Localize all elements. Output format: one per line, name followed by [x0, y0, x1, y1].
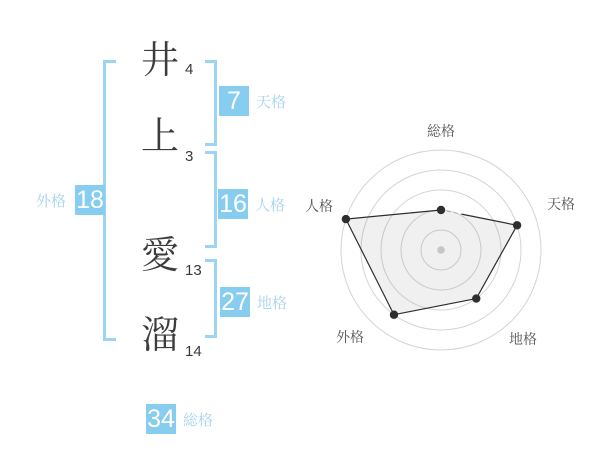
chikaku-label: 地格 — [257, 294, 288, 312]
soukaku-label: 総格 — [183, 411, 214, 429]
gaikaku-value-badge: 18 — [76, 186, 104, 214]
radar-axis-label: 総格 — [427, 123, 455, 139]
given-char-1-strokes: 13 — [185, 262, 202, 279]
given-char-2: 溜 — [140, 315, 179, 357]
tenkaku-label: 天格 — [256, 93, 287, 111]
gaikaku-label: 外格 — [36, 192, 67, 210]
jinkaku-value-badge: 16 — [219, 190, 247, 218]
soukaku-value-badge: 34 — [147, 405, 175, 433]
tenkaku-value-badge: 7 — [219, 86, 249, 116]
radar-center-dot — [437, 246, 445, 254]
radar-polygon-fill — [346, 210, 517, 315]
chikaku-value-badge: 27 — [221, 288, 249, 316]
given-char-1: 愛 — [140, 235, 179, 277]
surname-char-1: 井 — [140, 40, 179, 82]
radar-data-point — [472, 294, 480, 302]
surname-char-2: 上 — [140, 116, 179, 158]
radar-axis-label: 天格 — [547, 196, 575, 212]
radar-data-point — [513, 221, 521, 229]
radar-axis-label: 人格 — [305, 198, 333, 214]
radar-axis-label: 外格 — [336, 329, 364, 345]
radar-data-point — [342, 215, 350, 223]
radar-data-point — [437, 206, 445, 214]
given-char-2-strokes: 14 — [185, 343, 202, 360]
radar-data-point — [390, 311, 398, 319]
surname-char-2-strokes: 3 — [185, 148, 194, 165]
surname-char-1-strokes: 4 — [185, 61, 194, 78]
radar-axis-label: 地格 — [509, 331, 537, 347]
jinkaku-label: 人格 — [255, 196, 286, 214]
